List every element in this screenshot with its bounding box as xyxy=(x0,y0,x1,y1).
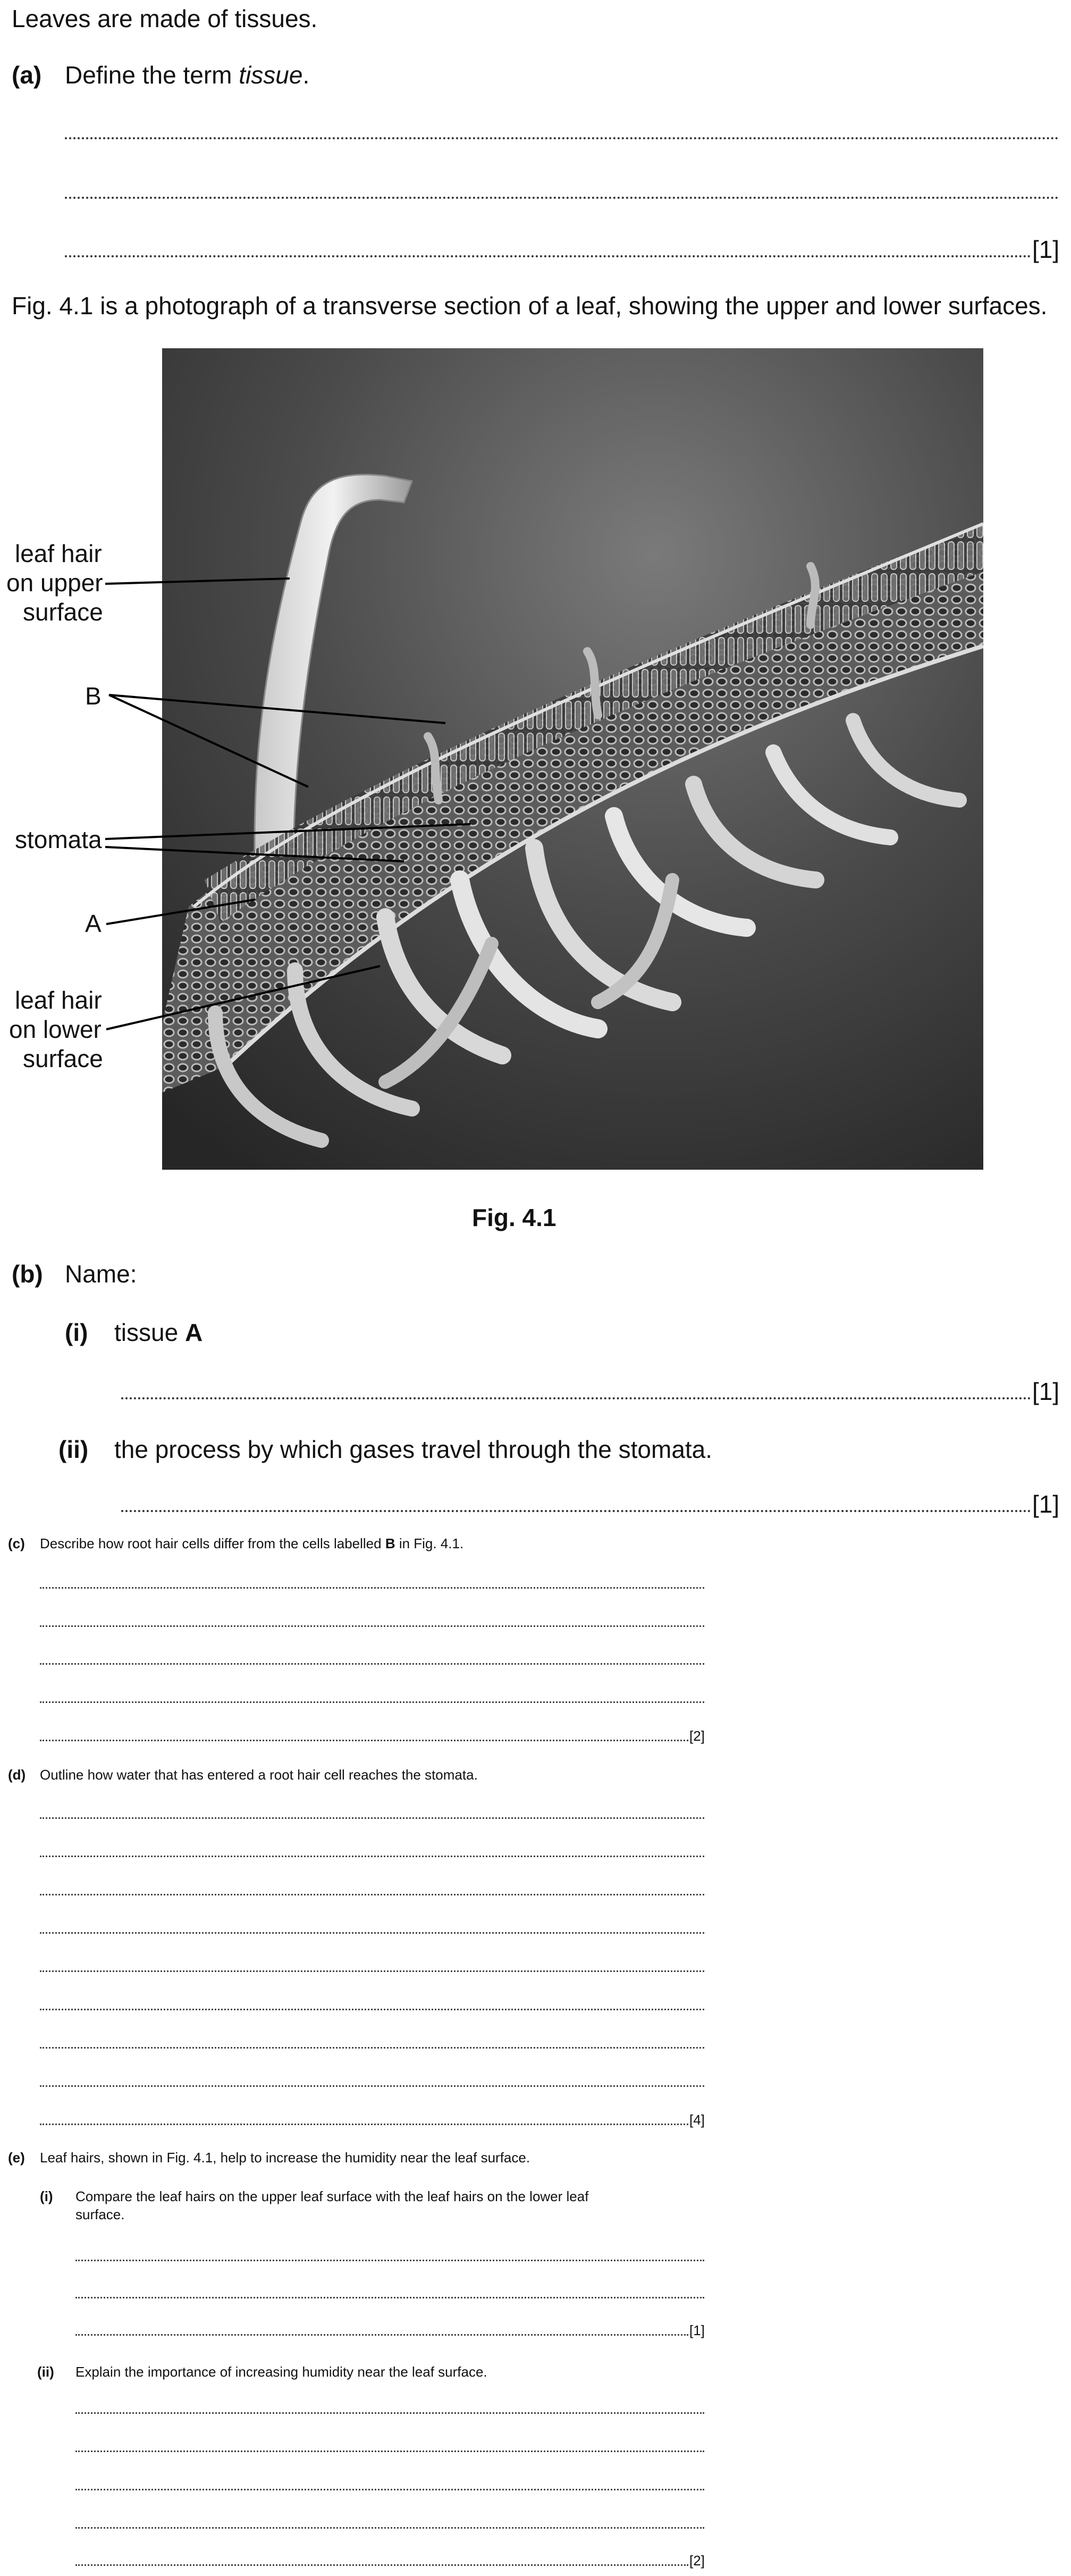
label-stomata: stomata xyxy=(15,826,102,853)
answer-line-c-3[interactable] xyxy=(40,1663,704,1665)
part-a-label: (a) xyxy=(12,61,42,89)
part-e-label: (e) xyxy=(8,2150,25,2166)
answer-line-e-ii-4[interactable] xyxy=(75,2527,704,2529)
part-c-label: (c) xyxy=(8,1535,25,1551)
part-e-question: Leaf hairs, shown in Fig. 4.1, help to increase the humidity near the leaf surface. xyxy=(40,2150,530,2166)
marks-e-i: [1] xyxy=(689,2322,705,2338)
answer-line-d-2[interactable] xyxy=(40,1856,704,1857)
figure-caption: Fig. 4.1 xyxy=(472,1204,556,1231)
answer-line-a-3[interactable] xyxy=(65,255,1031,257)
marks-d: [4] xyxy=(689,2112,705,2128)
answer-line-c-2[interactable] xyxy=(40,1625,704,1627)
part-b-i-question: tissue A xyxy=(114,1319,203,1346)
answer-line-d-6[interactable] xyxy=(40,2009,704,2010)
answer-line-e-ii-1[interactable] xyxy=(75,2412,704,2414)
part-b-i-label: (i) xyxy=(65,1319,88,1346)
marks-c: [2] xyxy=(689,1728,705,1744)
answer-line-d-1[interactable] xyxy=(40,1817,704,1819)
label-leaf-hair-lower-2: on lower xyxy=(9,1016,102,1043)
answer-line-d-7[interactable] xyxy=(40,2047,704,2049)
answer-line-d-3[interactable] xyxy=(40,1894,704,1895)
part-d-label: (d) xyxy=(8,1767,26,1783)
part-a-question: Define the term tissue. xyxy=(65,61,310,89)
part-e-ii-label: (ii) xyxy=(37,2364,54,2380)
marks-a: [1] xyxy=(1032,236,1060,263)
answer-line-c-5[interactable] xyxy=(40,1740,688,1741)
label-leaf-hair-upper-2: on upper xyxy=(6,569,103,597)
answer-line-e-i-2[interactable] xyxy=(75,2297,704,2298)
marks-e-ii: [2] xyxy=(689,2553,705,2569)
label-A: A xyxy=(85,910,102,937)
answer-line-c-4[interactable] xyxy=(40,1701,704,1703)
label-B: B xyxy=(85,682,102,710)
part-e-i-question-line1: Compare the leaf hairs on the upper leaf surface with the leaf hairs on the lower leaf xyxy=(75,2188,589,2204)
answer-line-b-ii[interactable] xyxy=(121,1510,1031,1512)
part-d-question: Outline how water that has entered a root hair cell reaches the stomata. xyxy=(40,1767,478,1783)
answer-line-b-i[interactable] xyxy=(121,1397,1031,1399)
answer-line-c-1[interactable] xyxy=(40,1587,704,1589)
part-e-i-label: (i) xyxy=(40,2188,53,2204)
figure-intro-text: Fig. 4.1 is a photograph of a transverse section of a leaf, showing the upper and lower surfaces. xyxy=(12,292,1048,320)
marks-b-i: [1] xyxy=(1032,1378,1060,1405)
label-leaf-hair-lower-1: leaf hair xyxy=(15,986,102,1014)
answer-line-a-1[interactable] xyxy=(65,137,1059,139)
answer-line-e-ii-3[interactable] xyxy=(75,2489,704,2490)
label-leaf-hair-upper-1: leaf hair xyxy=(15,540,102,567)
answer-line-d-4[interactable] xyxy=(40,1932,704,1934)
part-e-ii-question: Explain the importance of increasing humidity near the leaf surface. xyxy=(75,2364,487,2380)
answer-line-e-ii-2[interactable] xyxy=(75,2451,704,2452)
label-leaf-hair-lower-3: surface xyxy=(23,1045,103,1072)
part-c-question: Describe how root hair cells differ from the cells labelled B in Fig. 4.1. xyxy=(40,1535,464,1551)
answer-line-d-9[interactable] xyxy=(40,2124,688,2125)
label-leaf-hair-upper-3: surface xyxy=(23,598,103,626)
part-b-question: Name: xyxy=(65,1260,137,1288)
marks-b-ii: [1] xyxy=(1032,1490,1060,1518)
answer-line-a-2[interactable] xyxy=(65,197,1059,199)
part-b-label: (b) xyxy=(12,1260,43,1288)
part-b-ii-question: the process by which gases travel through the stomata. xyxy=(114,1436,713,1463)
answer-line-e-i-1[interactable] xyxy=(75,2260,704,2261)
answer-line-e-i-3[interactable] xyxy=(75,2334,688,2336)
part-e-i-question-line2: surface. xyxy=(75,2206,125,2222)
intro-text: Leaves are made of tissues. xyxy=(12,5,318,32)
answer-line-d-5[interactable] xyxy=(40,1970,704,1972)
leaf-section-photograph xyxy=(162,348,983,1170)
answer-line-e-ii-5[interactable] xyxy=(75,2564,688,2566)
answer-line-d-8[interactable] xyxy=(40,2085,704,2087)
part-b-ii-label: (ii) xyxy=(58,1436,89,1463)
